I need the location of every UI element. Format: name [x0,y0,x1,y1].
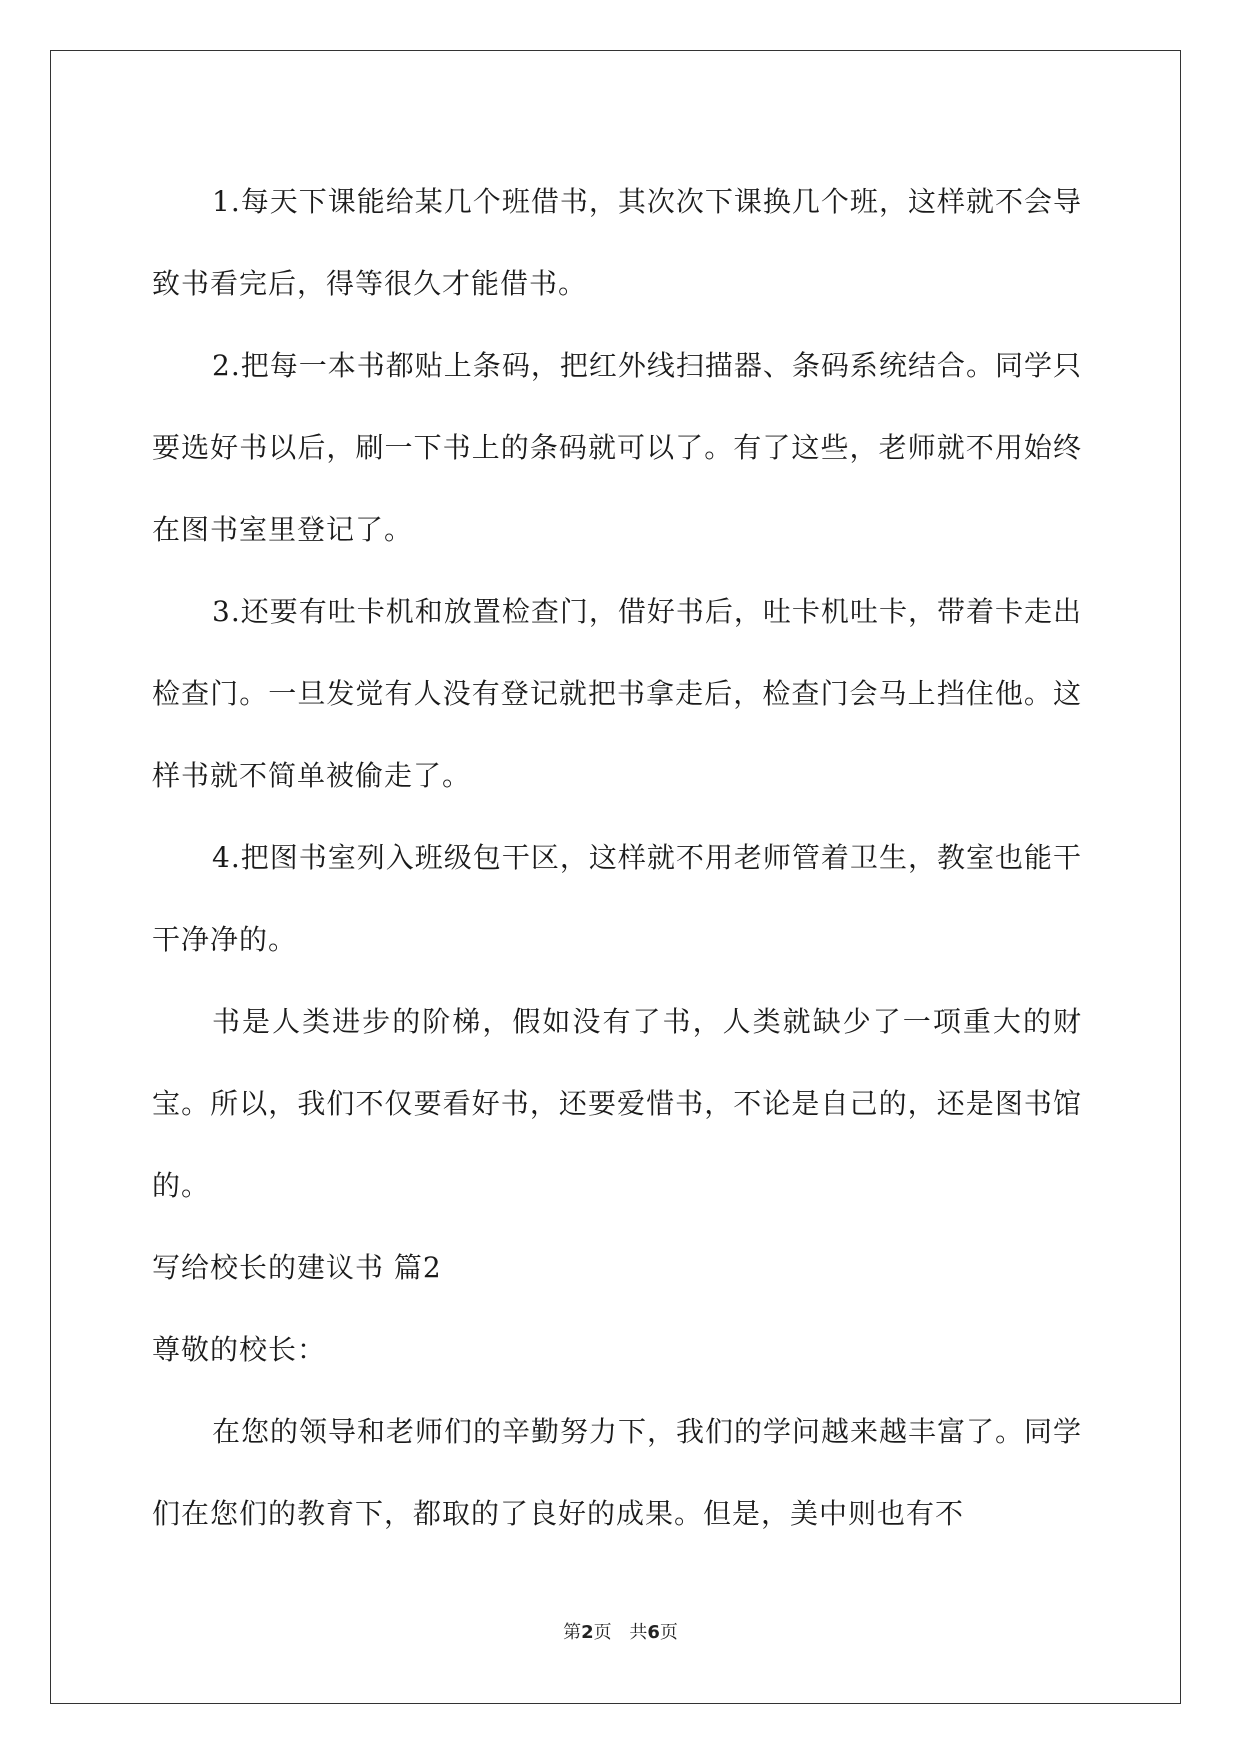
paragraph-item-1: 1.每天下课能给某几个班借书，其次次下课换几个班，这样就不会导致书看完后，得等很久才能借书。 [152,185,1082,300]
page-suffix: 页 [593,1622,612,1643]
paragraph-body: 在您的领导和老师们的辛勤努力下，我们的学问越来越丰富了。同学们在您们的教育下，都取的了良好的成果。但是，美中则也有不 [152,1415,1083,1530]
paragraph-item-3: 3.还要有吐卡机和放置检查门，借好书后，吐卡机吐卡，带着卡走出检查门。一旦发觉有人没有登记就把书拿走后，检查门会马上挡住他。这样书就不简单被偷走了。 [152,595,1082,792]
salutation: 尊敬的校长： [152,1333,327,1366]
paragraph-conclusion: 书是人类进步的阶梯，假如没有了书，人类就缺少了一项重大的财宝。所以，我们不仅要看好书，还要爱惜书，不论是自己的，还是图书馆的。 [152,1005,1082,1202]
total-prefix: 共 [629,1622,648,1643]
paragraph-item-4: 4.把图书室列入班级包干区，这样就不用老师管着卫生，教室也能干干净净的。 [152,841,1082,956]
paragraph-item-2: 2.把每一本书都贴上条码，把红外线扫描器、条码系统结合。同学只要选好书以后，刷一下书上的条码就可以了。有了这些，老师就不用始终在图书室里登记了。 [152,349,1082,546]
total-pages: 6 [647,1622,660,1643]
section-heading: 写给校长的建议书 篇2 [152,1251,442,1284]
page-footer [0,1618,1241,1644]
page-number: 2 [581,1622,594,1643]
page-prefix: 第 [563,1622,582,1643]
document-body [152,161,1082,1555]
total-suffix: 页 [659,1622,678,1643]
